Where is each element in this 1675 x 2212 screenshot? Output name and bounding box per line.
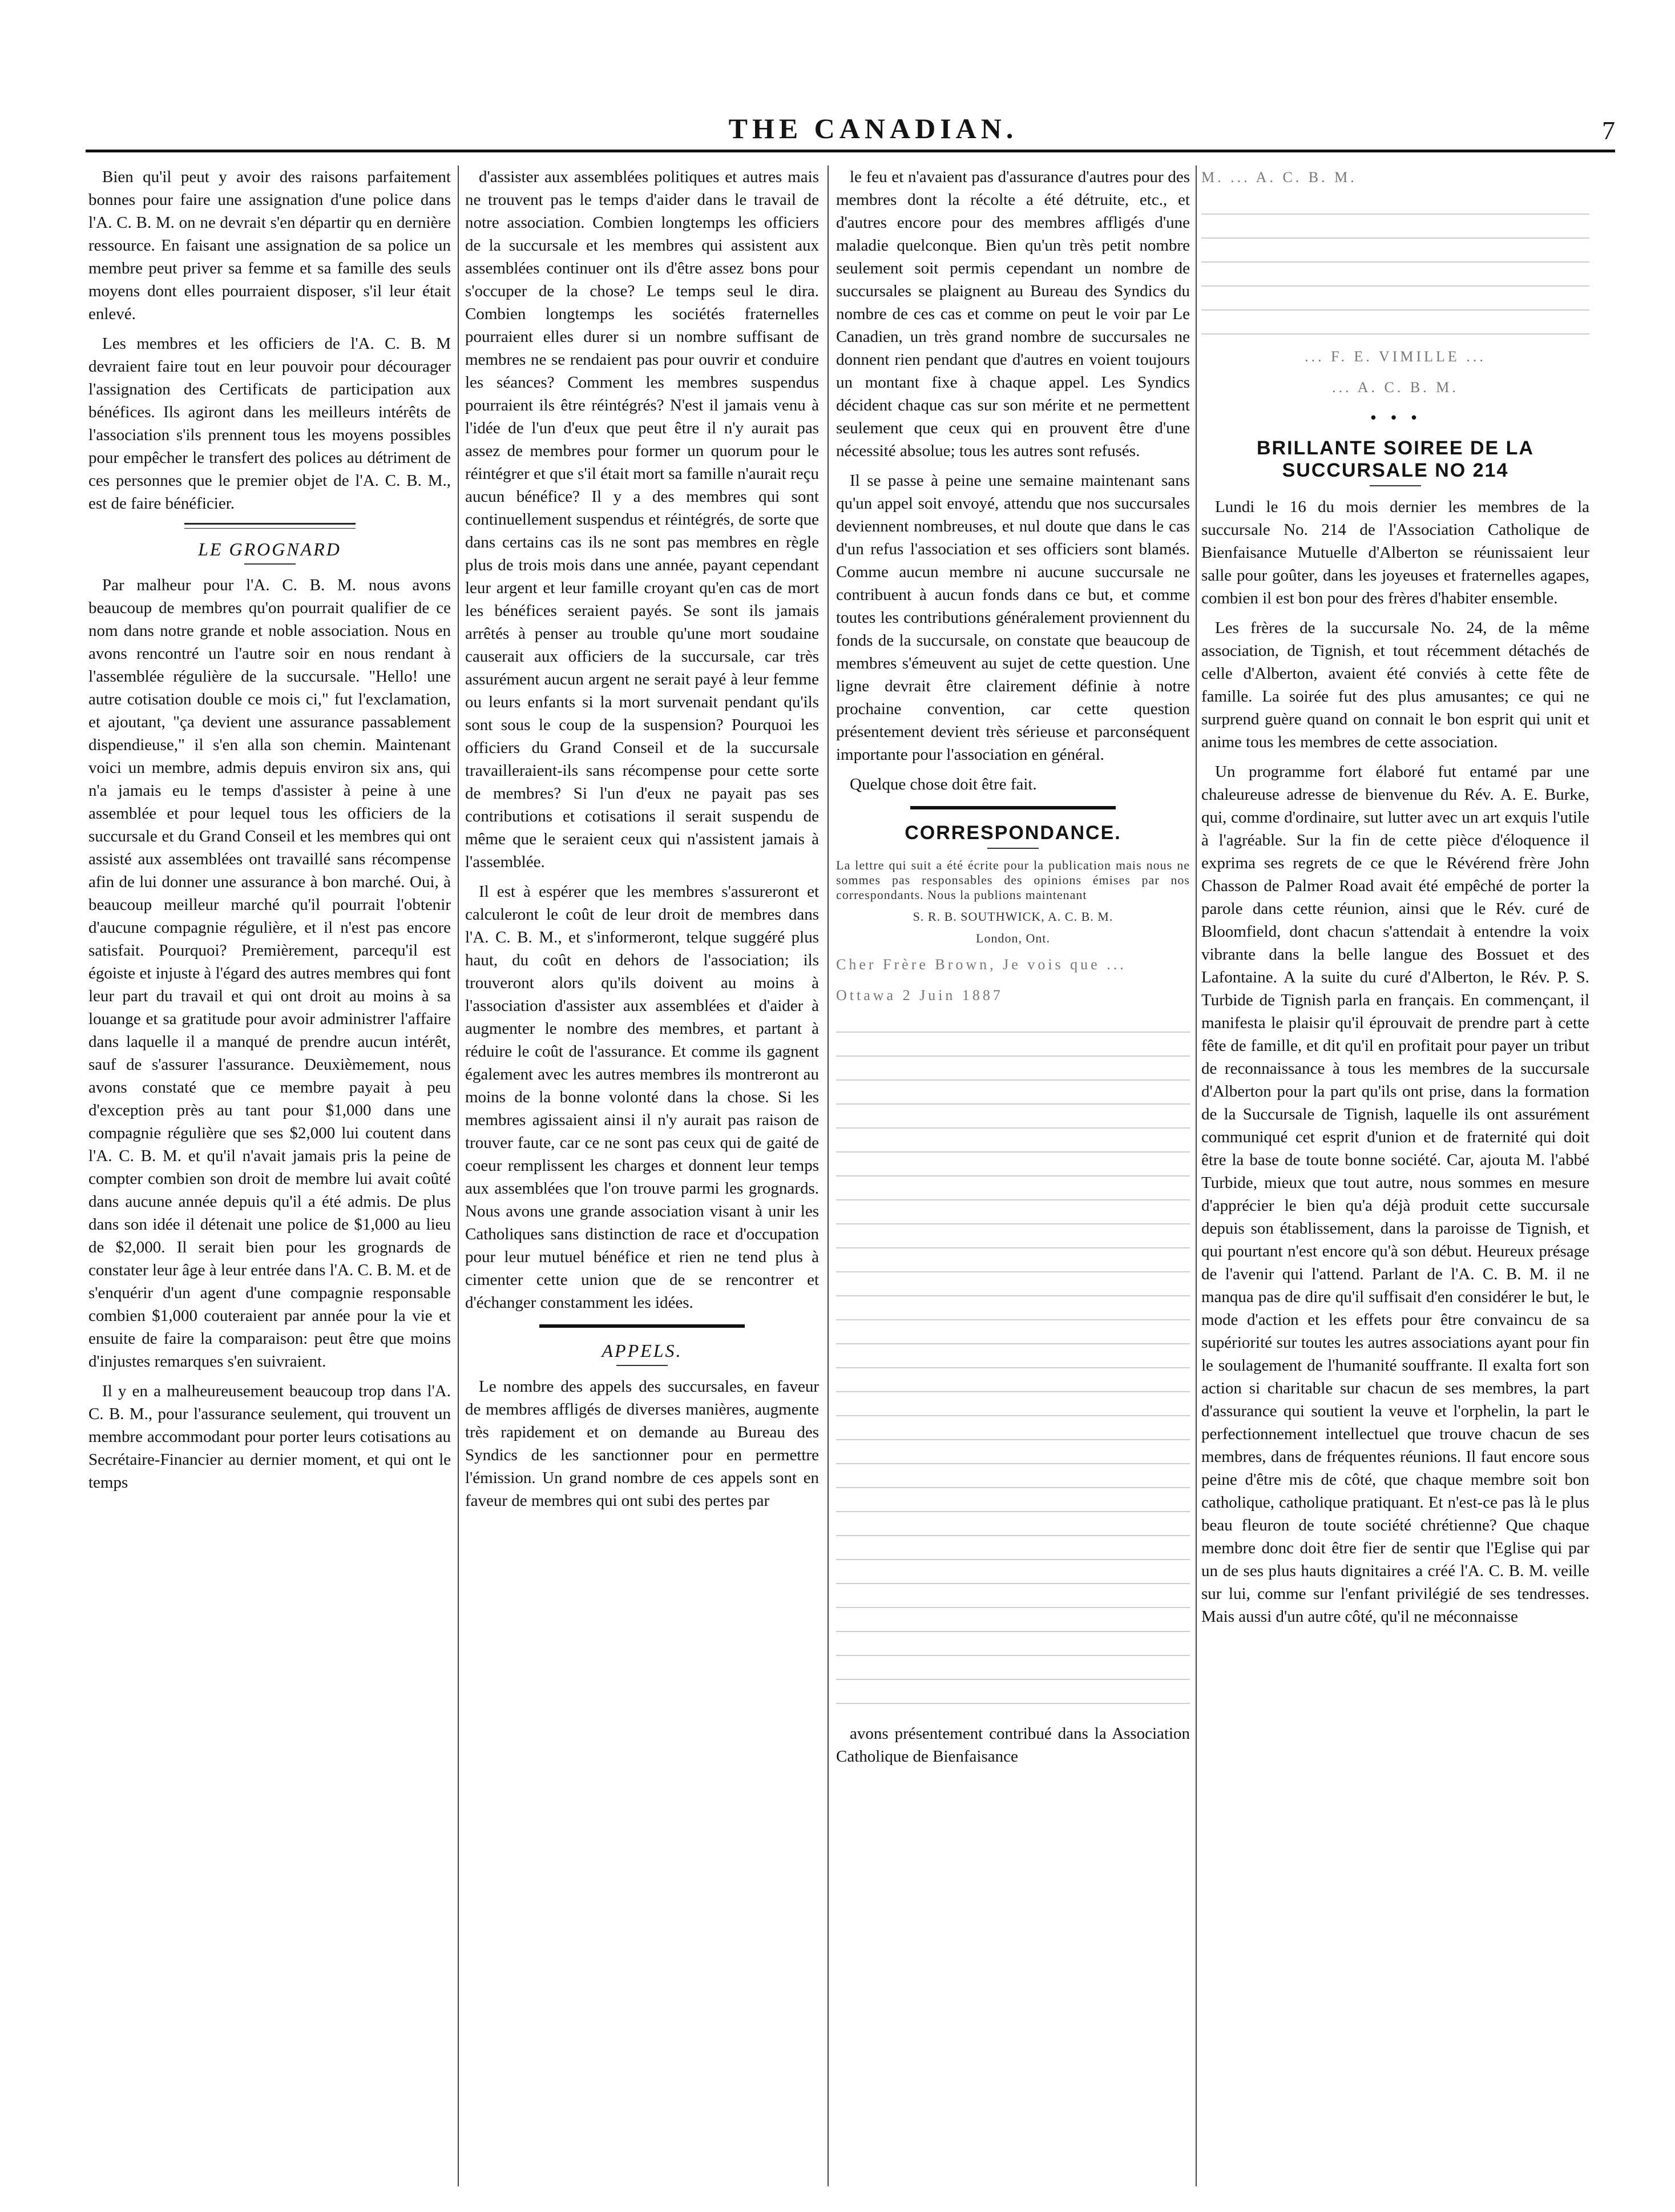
heading-rule <box>1370 485 1421 486</box>
editor-note: La lettre qui suit a été écrite pour la publication mais nous ne sommes pas responsables des opinions émises par nos correspondants. Nous la publions maintenant <box>836 858 1190 902</box>
article-paragraph: d'assister aux assemblées politiques et autres mais ne trouvent pas le temps d'aider dans le travail de notre association. Combien longtemps les officiers de la succursale et les membres qui assistent aux assemblées continuer ont ils d'être assez bons pour s'occuper de la chose? Le temps seul le dira. Combien longtemps les sociétés fraternelles pourraient elles durer si un nombre suffisant de membres ne se rendaient pas pour ouvrir et conduire les séances? Comment les membres suspendus pourraient ils être réintégrés? N'est il jamais venu à l'idée de l'un d'eux que peut être il n'y aurait pas assez de membres pour former un quorum pour le réintégrer et que s'il était mort sa famille n'aurait reçu aucun bénéfice? Il y a des membres qui sont continuellement suspendus et réintégrés, de sorte que dans certains cas ils ne sont pas membres en règle plus de trois mois dans une année, payant cependant leur argent et leur famille croyant qu'en cas de mort les bénéfices seraient payés. Se sont ils jamais arrêtés à penser au trouble qu'une mort soudaine causerait aux officiers de la succursale, car très assurément aucun argent ne serait payé à leur femme ou leurs enfants si la mort survenait pendant qu'ils sont sous le coup de la suspension? Pourquoi les officiers du Grand Conseil et de la succursale travailleraient-ils sans récompense pour cette sorte de membres? Si l'un d'eux ne payait pas ses contributions et cotisations il serait suspendu de même que le seraient ceux qui n'assistent jamais à l'assemblée. <box>465 168 819 871</box>
article-paragraph: Le nombre des appels des succursales, en faveur de membres affligés de diverses manières, augmente très rapidement et on demande au Bureau des Syndics de les sanctionner pour en permettre l'émission. Un grand nombre de ces appels sont en faveur de membres qui ont subi des pertes par <box>465 1377 819 1510</box>
section-divider <box>910 806 1116 809</box>
page-number: 7 <box>1602 116 1615 145</box>
correspondance-heading: CORRESPONDANCE. <box>905 822 1121 844</box>
article-paragraph: Quelque chose doit être fait. <box>850 775 1037 793</box>
dots-divider: • • • <box>1369 410 1422 427</box>
letter-signature: S. R. B. SOUTHWICK, A. C. B. M. <box>913 909 1113 924</box>
grognard-heading: LE GROGNARD <box>198 539 341 559</box>
article-paragraph: Il est à espérer que les membres s'assureront et calculeront le coût de leur droit de membres dans l'A. C. B. M., et s'informeront, telque suggéré plus haut, du coût en dehors de l'association; ils trouveront alors qu'ils doivent au moins à l'association d'assister aux assemblées et d'aider à augmenter le nombre des membres, et partant à réduire le coût de l'assurance. Et comme ils gagnent également avec les autres membres ils montreront au moins de la bonne volonté dans la chose. Si les membres agissaient ainsi il n'y aurait pas raison de trouver faute, car ce ne sont pas ceux qui de gaité de coeur remplissent les charges et donnent leur temps aux assemblées que l'on trouve parmi les grognards. Nous avons une grande association visant à unir les Catholiques sans distinction de race et d'occupation pour leur mutuel bénéfice et rien ne tend plus à cimenter cette union que de se rencontrer et d'échanger constamment les idées. <box>465 883 819 1312</box>
article-paragraph: Il y en a malheureusement beaucoup trop dans l'A. C. B. M., pour l'assurance seulement, qui trouvent un membre accommodant pour porter leurs cotisations au Secrétaire-Financier au dernier moment, et qui ont le temps <box>88 1382 451 1492</box>
column-1 <box>88 166 451 2186</box>
heading-rule <box>244 563 296 565</box>
section-divider <box>184 523 356 529</box>
article-paragraph: Un programme fort élaboré fut entamé par une chaleureuse adresse de bienvenue du Rév. A. E. Burke, qui, comme d'ordinaire, sut lutter avec un art exquis l'utile à l'agréable. Sur la fin de cette pièce d'éloquence il exprima ses regrets de ce que le Révérend frère John Chasson de Palmer Road avait été empêché de porter la parole dans cette réunion, ainsi que le Rév. curé de Bloomfield, dont chacun s'attendait à entendre la voix vibrante dans la belle langue des Bossuet et des Lafontaine. A la suite du curé d'Alberton, le Rév. P. S. Turbide de Tignish parla en français. En commençant, il manifesta le plaisir qu'il éprouvait de prendre part à cette fête de famille, et dit qu'il en profitait pour payer un tribut de reconnaissance à tous les membres de la succursale d'Alberton pour la part qu'ils ont prise, dans la formation de la Succursale de Tignish, laquelle ils ont assurément communiqué cet esprit d'union et de fraternité qui doit être la base de toute bonne société. Car, ajouta M. l'abbé Turbide, mieux que tout autre, nous sommes en mesure d'apprécier le bien qu'a déjà produit cette succursale depuis son établissement, dans la paroisse de Tignish, et qui pourtant n'est encore qu'à son début. Heureux présage de l'avenir qui l'attend. Parlant de l'A. C. B. M. il ne manqua pas de dire qu'il suffisait d'en considérer le but, le mode d'action et les effets pour être convaincu de sa supériorité sur toutes les autres associations ayant pour fin le soulagement de l'humanité souffrante. Il exalta fort son action si charitable sur chacun de ses membres, la part d'assurance qui soutient la veuve et l'orphelin, la part le perfectionnement intellectuel que trouve chacun de ses membres, dans de fréquentes réunions. Il faut encore sous peine d'être mis de côté, que chaque membre soit bon catholique, catholique pratiquant. Et n'est-ce pas là le plus beau fleuron de toute société chrétienne? Que chaque membre donc doit être fier de sentir que l'Eglise qui par un de ses plus hauts dignitaires a créé l'A. C. B. M. veille sur lui, comme sur l'enfant privilégié de ses tendresses. Mais aussi d'un autre côté, qu'il ne méconnaisse <box>1201 763 1589 1626</box>
article-paragraph: Les membres et les officiers de l'A. C. B. M devraient faire tout en leur pouvoir pour décourager l'assignation des Certificats de participation aux bénéfices. Ils agiront dans les meilleurs intérêts de l'association s'ils prennent tous les moyens possibles pour empêcher le transfert des polices au détriment de ces personnes que le premier objet de l'A. C. B. M., est de faire bénéficier. <box>88 335 451 513</box>
column-4 <box>1201 166 1589 2186</box>
article-paragraph: Il se passe à peine une semaine maintenant sans qu'un appel soit envoyé, attendu que nos succursales deviennent nombreuses, et nul doute que dans le cas d'un refus l'association et ses officiers sont blamés. Comme aucun membre ni aucune succursale ne contribuent à aucun fonds dans ce but, et comme toutes les contributions généralement proviennent du fonds de la succursale, on constate que beaucoup de membres s'émeuvent au sujet de cette question. Une ligne devrait être clairement définie à notre prochaine convention, car cette question présentement devient très sérieuse et parconséquent importante pour l'association en général. <box>836 472 1190 764</box>
faded-text: ... A. C. B. M. <box>1332 379 1459 396</box>
article-paragraph: Lundi le 16 du mois dernier les membres de la succursale No. 214 de l'Association Catholique de Bienfaisance Mutuelle d'Alberton se réunissaient leur salle pour goûter, dans les joyeuses et fraternelles agapes, combien il est bon pour des frères d'habiter ensemble. <box>1201 498 1589 607</box>
column-divider <box>458 166 459 2186</box>
faded-text: M. ... A. C. B. M. <box>1201 169 1357 186</box>
column-divider <box>828 166 829 2186</box>
column-2 <box>465 166 819 2186</box>
article-paragraph: Bien qu'il peut y avoir des raisons parfaitement bonnes pour faire une assignation d'une police dans l'A. C. B. M. on ne devrait s'en départir qu en dernière ressource. En faisant une assignation de sa police un membre peut priver sa femme et sa famille des seuls moyens dont elles pourraient disposer, s'il leur était enlevé. <box>88 168 451 323</box>
masthead: THE CANADIAN. <box>728 112 1018 144</box>
faded-letter-body <box>836 1014 1190 1722</box>
faded-letter-opening: Cher Frère Brown, Je vois que ... <box>836 956 1127 973</box>
article-paragraph: avons présentement contribué dans la Association Catholique de Bienfaisance <box>836 1725 1190 1766</box>
article-paragraph: le feu et n'avaient pas d'assurance d'autres pour des membres dont la récolte a été détruite, etc., et d'autres encore pour des membres affligés d'une maladie quelconque. Bien qu'un très petit nombre seulement soit permis cependant un nombre de succursales se plaignent au Bureau des Syndics du nombre de ces cas et comme on peut le voir par Le Canadien, un très grand nombre de succursales ne donnent rien pendant que d'autres en voient toujours un montant fixe à chaque appel. Les Syndics décident chaque cas sur son mérite et ne permettent seulement que ceux qui en prouvent être d'une nécessité absolue; tous les autres sont refusés. <box>836 168 1190 460</box>
page-header <box>86 112 1615 146</box>
article-paragraph: Par malheur pour l'A. C. B. M. nous avons beaucoup de membres qu'on pourrait qualifier de ce nom dans notre grande et noble association. Nous en avons rencontré un l'autre soir en nous rendant à l'assemblée régulière de la succursale. "Hello! une autre cotisation double ce mois ci," fut l'exclamation, et ajoutant, "ça devient une assurance passablement dispendieuse," il s'en alla son chemin. Maintenant voici un membre, admis depuis environ six ans, qui n'a jamais eu le temps d'assister à peine à une assemblée et pour lequel tous les officiers de la succursale et du Grand Conseil et les membres qui ont assisté aux assemblées ont travaillé sans récompense afin de lui donner une assurance à bon marché. Oui, à beaucoup meilleur marché qu'il pourrait l'obtenir d'aucune compagnie régulière, et il n'est pas encore satisfait. Pourquoi? Premièrement, parcequ'il est égoiste et injuste à l'égard des autres membres qui font leur part du travail et qui ont droit au moins à sa louange et sa gratitude pour avoir administrer l'affaire dans laquelle il a manqué de prendre aucun intérêt, sauf de s'assurer l'assurance. Deuxièmement, nous avons constaté que ce membre payait à peu d'exception près au tant pour $1,000 dans une compagnie régulière que ses $2,000 lui coutent dans l'A. C. B. M. et qu'il n'avait jamais pris la peine de compter combien son droit de membre lui avait coûté dans aucune année depuis qu'il a été admis. De plus dans son idée il détenait une police de $1,000 au lieu de $2,000. Il serait bien pour les grognards de constater leur âge à leur entrée dans l'A. C. B. M. et de s'enquérir d'un agent d'une compagnie responsable combien $1,000 couteraient par année pour la vie et ensuite de faire la comparaison: peut être que moins d'injustes remarques s'en suivraient. <box>88 576 451 1371</box>
section-divider <box>539 1324 745 1328</box>
brillante-heading: BRILLANTE SOIREE DE LA SUCCURSALE NO 214 <box>1256 437 1535 481</box>
article-paragraph: Les frères de la succursale No. 24, de la même association, de Tignish, et tout récemment détachés de celle d'Alberton, avaient été conviés à cette fête de famille. La soirée fut des plus amusantes; ce qui ne surprend guère quand on connait le bon esprit qui unit et anime tous les membres de cette association. <box>1201 619 1589 751</box>
faded-text-block <box>1201 196 1589 345</box>
heading-rule <box>616 1365 668 1366</box>
header-rule <box>86 150 1615 152</box>
appels-heading: APPELS. <box>602 1340 683 1361</box>
column-3 <box>836 166 1190 2186</box>
letter-place: London, Ont. <box>976 931 1050 945</box>
heading-rule <box>987 848 1039 849</box>
faded-letter-date: Ottawa 2 Juin 1887 <box>836 987 1003 1004</box>
faded-text: ... F. E. VIMILLE ... <box>1305 348 1486 365</box>
column-divider <box>1196 166 1197 2186</box>
